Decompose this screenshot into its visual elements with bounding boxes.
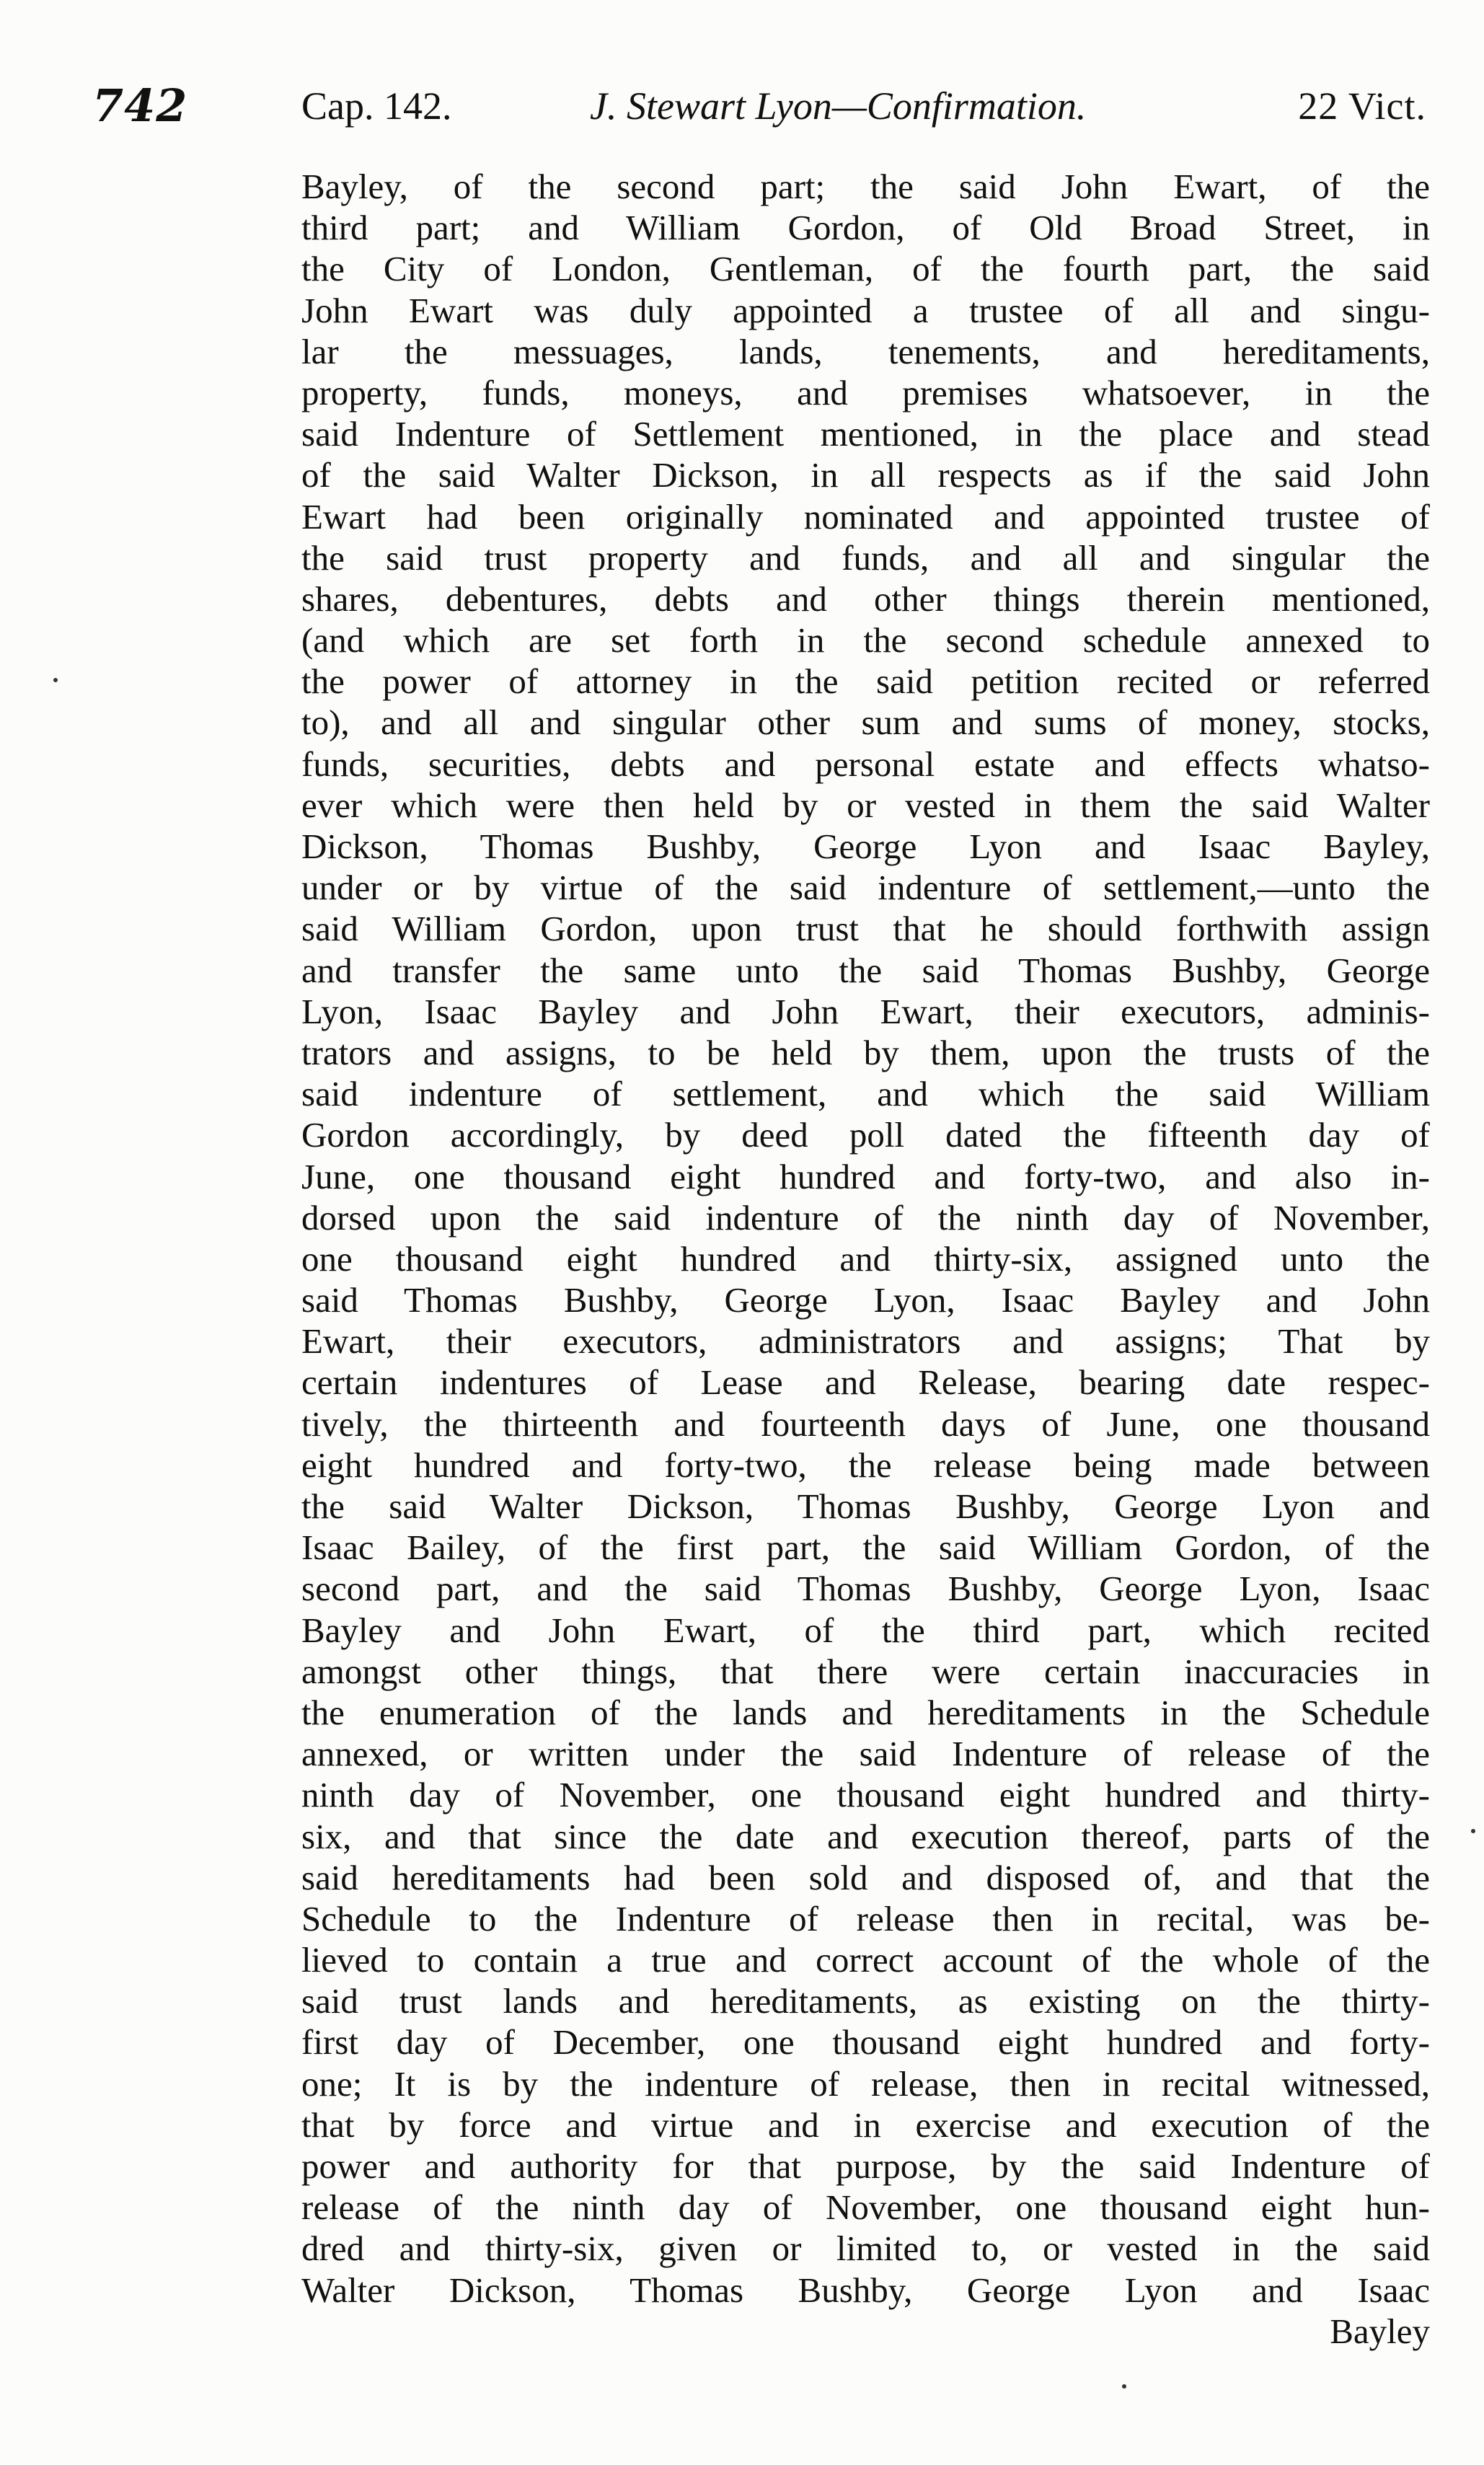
text-line: the said Walter Dickson, Thomas Bushby, George Lyon and [301, 1486, 1430, 1526]
text-line: Ewart had been originally nominated and appointed trustee of [301, 496, 1430, 537]
text-line: Walter Dickson, Thomas Bushby, George Lyon and Isaac [301, 2270, 1430, 2310]
text-line: first day of December, one thousand eight hundred and forty- [301, 2022, 1430, 2063]
text-line: amongst other things, that there were certain inaccuracies in [301, 1651, 1430, 1691]
text-line: and transfer the same unto the said Thomas Bushby, George [301, 950, 1430, 990]
text-line: lieved to contain a true and correct account of the whole of the [301, 1940, 1430, 1980]
text-line: third part; and William Gordon, of Old Broad Street, in [301, 208, 1430, 248]
page-number: 742 [92, 79, 188, 132]
text-line: dorsed upon the said indenture of the ninth day of November, [301, 1197, 1430, 1238]
text-line: shares, debentures, debts and other things therein mentioned, [301, 578, 1430, 619]
text-line: six, and that since the date and execution thereof, parts of the [301, 1816, 1430, 1856]
text-line: Bayley, of the second part; the said John Ewart, of the [301, 167, 1430, 206]
running-head [92, 79, 1426, 137]
text-line: Isaac Bailey, of the first part, the said William Gordon, of the [301, 1527, 1430, 1568]
text-line: property, funds, moneys, and premises whatsoever, in the [301, 372, 1430, 413]
text-line: dred and thirty-six, given or limited to, or vested in the said [301, 2228, 1430, 2269]
text-line: eight hundred and forty-two, the release being made between [301, 1445, 1430, 1485]
text-line: Lyon, Isaac Bayley and John Ewart, their executors, adminis- [301, 991, 1430, 1031]
text-line: the power of attorney in the said petition recited or referred [301, 661, 1430, 702]
text-line: (and which are set forth in the second schedule annexed to [301, 620, 1430, 661]
text-line: said indenture of settlement, and which the said William [301, 1074, 1430, 1114]
text-line: said hereditaments had been sold and disposed of, and that the [301, 1857, 1430, 1897]
text-line: one; It is by the indenture of release, then in recital witnessed, [301, 2063, 1430, 2104]
text-line: lar the messuages, lands, tenements, and hereditaments, [301, 331, 1430, 371]
text-line: ever which were then held by or vested in them the said Walter [301, 785, 1430, 825]
text-line: said Indenture of Settlement mentioned, in the place and stead [301, 414, 1430, 454]
text-line: under or by virtue of the said indenture of settlement,—unto the [301, 868, 1430, 908]
text-line: said Thomas Bushby, George Lyon, Isaac Bayley and John [301, 1280, 1430, 1320]
text-line: of the said Walter Dickson, in all respects as if the said John [301, 455, 1430, 495]
body-text [301, 166, 1430, 2352]
text-line: Schedule to the Indenture of release then in recital, was be- [301, 1898, 1430, 1939]
act-title: J. Stewart Lyon—Confirmation. [590, 84, 1087, 128]
text-line: second part, and the said Thomas Bushby, George Lyon, Isaac [301, 1569, 1430, 1609]
text-line: that by force and virtue and in exercise and execution of the [301, 2104, 1430, 2145]
text-line: annexed, or written under the said Indenture of release of the [301, 1734, 1430, 1774]
text-line: Dickson, Thomas Bushby, George Lyon and Isaac Bayley, [301, 826, 1430, 866]
text-line: to), and all and singular other sum and sums of money, stocks, [301, 702, 1430, 743]
text-line: certain indentures of Lease and Release, bearing date respec- [301, 1362, 1430, 1403]
text-line: said William Gordon, upon trust that he should forthwith assign [301, 909, 1430, 949]
scan-speck [1122, 2384, 1126, 2389]
text-line: power and authority for that purpose, by the said Indenture of [301, 2146, 1430, 2186]
catchword: Bayley [1330, 2311, 1430, 2351]
text-line: trators and assigns, to be held by them, upon the trusts of the [301, 1032, 1430, 1072]
text-line: ninth day of November, one thousand eight hundred and thirty- [301, 1775, 1430, 1815]
text-line: the said trust property and funds, and all and singular the [301, 537, 1430, 578]
chapter-number: Cap. 142. [301, 84, 452, 128]
regnal-year: 22 Vict. [1298, 84, 1426, 128]
text-line: John Ewart was duly appointed a trustee of all and singu- [301, 290, 1430, 330]
scan-speck [1471, 1829, 1475, 1833]
text-line: release of the ninth day of November, one thousand eight hun- [301, 2187, 1430, 2228]
text-line: Gordon accordingly, by deed poll dated the fifteenth day of [301, 1115, 1430, 1155]
text-line: said trust lands and hereditaments, as existing on the thirty- [301, 1981, 1430, 2021]
text-line: one thousand eight hundred and thirty-six, assigned unto the [301, 1238, 1430, 1279]
scan-speck [53, 678, 58, 682]
text-line: tively, the thirteenth and fourteenth days of June, one thousand [301, 1403, 1430, 1444]
text-line: funds, securities, debts and personal estate and effects whatso- [301, 744, 1430, 784]
text-line: the enumeration of the lands and hereditaments in the Schedule [301, 1692, 1430, 1732]
text-line: Ewart, their executors, administrators and assigns; That by [301, 1321, 1430, 1362]
text-line: the City of London, Gentleman, of the fourth part, the said [301, 249, 1430, 289]
text-line: Bayley and John Ewart, of the third part, which recited [301, 1610, 1430, 1650]
text-line: June, one thousand eight hundred and forty-two, and also in- [301, 1156, 1430, 1196]
